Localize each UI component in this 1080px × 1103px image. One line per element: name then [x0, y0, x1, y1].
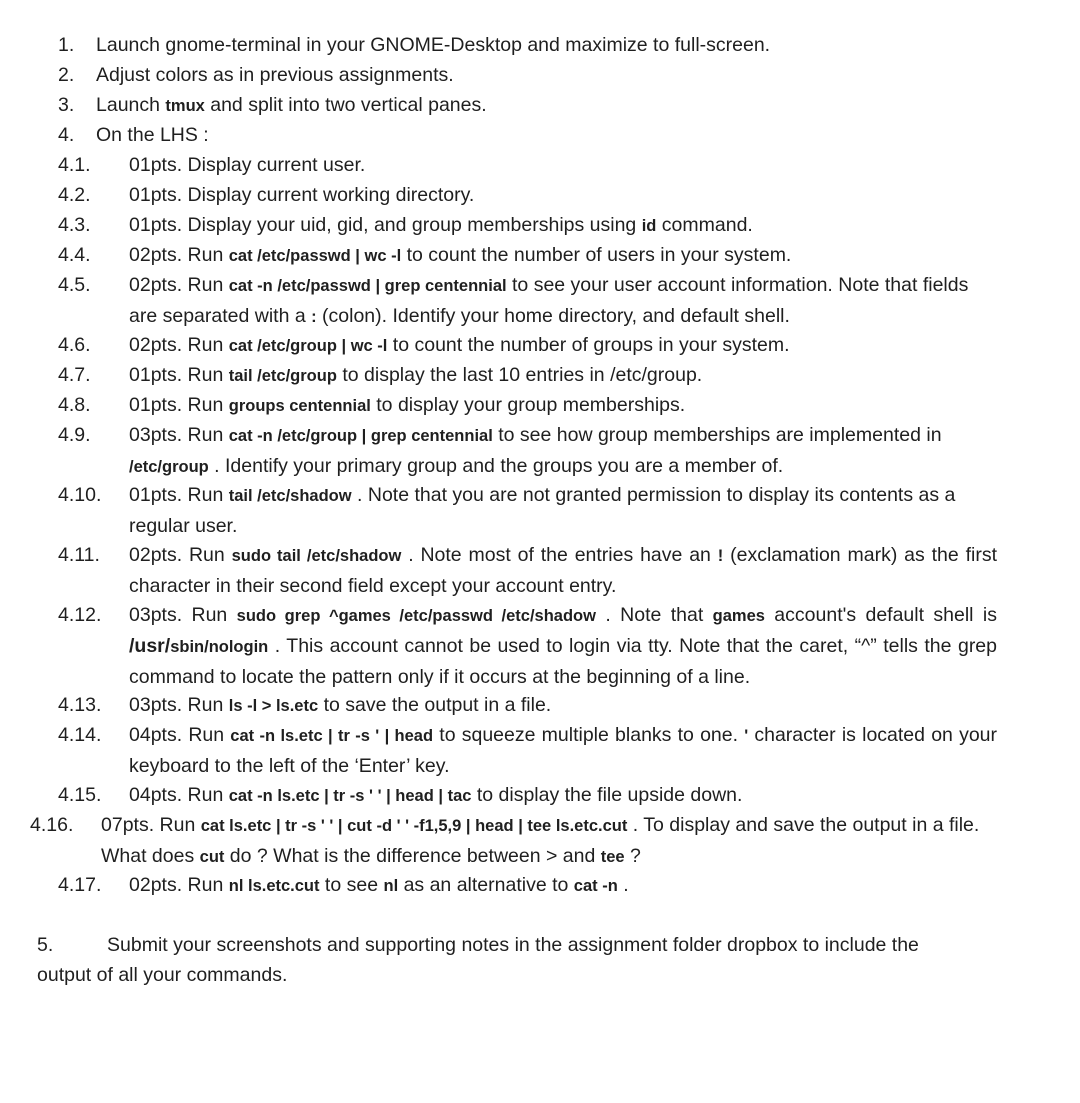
assignment-document [0, 30, 1080, 990]
item-text: Adjust colors as in previous assignments. [96, 64, 454, 86]
item-number: 1. [58, 34, 75, 56]
command-text: tail /etc/group [228, 367, 337, 385]
item-number: 4.10. [58, 484, 102, 506]
item-text: 01pts. Run groups centennial to display your group memberships. [129, 394, 686, 416]
sub-item [0, 420, 1080, 480]
command-text: cat -n /etc/group | grep centennial [228, 427, 493, 445]
item-text: 02pts. Run cat -n /etc/passwd | grep centennial to see your user account information. Note that fields are separated with a : (colon). Identify your home directory, and default shell. [129, 274, 969, 327]
item-number: 4.11. [58, 544, 100, 566]
command-text: nl [383, 877, 399, 895]
sub-item [0, 690, 1080, 720]
command-text: id [641, 217, 657, 235]
item-number: 4.7. [58, 364, 91, 386]
command-text: cat -n [573, 877, 618, 895]
list-item [0, 30, 1080, 60]
item-text: Launch tmux and split into two vertical panes. [96, 94, 487, 116]
sub-item [0, 180, 1080, 210]
command-text: games [712, 607, 765, 625]
item-text: 01pts. Run tail /etc/group to display the last 10 entries in /etc/group. [129, 364, 703, 386]
sub-item [0, 780, 1080, 810]
command-text: cat -n /etc/passwd | grep centennial [228, 277, 507, 295]
item-number: 4.3. [58, 214, 91, 236]
item-text: 02pts. Run cat /etc/group | wc -l to count the number of groups in your system. [129, 334, 790, 356]
item-text: 01pts. Run tail /etc/shadow . Note that you are not granted permission to display its contents as a regular user. [129, 484, 956, 537]
command-text: cat /etc/group | wc -l [228, 337, 388, 355]
item-number: 4.15. [58, 784, 102, 806]
item-text: 03pts. Run ls -l > ls.etc to save the output in a file. [129, 694, 552, 716]
item-number: 4.13. [58, 694, 102, 716]
item-number: 5. [37, 934, 54, 956]
item-number: 4.16. [30, 814, 74, 836]
sub-item [0, 870, 1080, 900]
sub-item [0, 480, 1080, 540]
sub-item [0, 360, 1080, 390]
command-text: tail /etc/shadow [228, 487, 352, 505]
item-text: 02pts. Run cat /etc/passwd | wc -l to count the number of users in your system. [129, 244, 792, 266]
command-text: cat -n ls.etc | tr -s ' | head [230, 727, 434, 745]
list-item [0, 60, 1080, 90]
item-number: 4.14. [58, 724, 102, 746]
item-text: 02pts. Run sudo tail /etc/shadow . Note most of the entries have an ! (exclamation mark) as the first character in their second field except your account entry. [129, 544, 997, 597]
item-text: 02pts. Run nl ls.etc.cut to see nl as an alternative to cat -n . [129, 874, 629, 896]
sub-item [0, 270, 1080, 330]
command-text: cat ls.etc | tr -s ' ' | cut -d ' ' -f1,5,9 | head | tee ls.etc.cut [200, 817, 628, 835]
sub-item [0, 810, 1080, 870]
item-number: 4.2. [58, 184, 91, 206]
sub-item [0, 240, 1080, 270]
item-text: 01pts. Display current user. [129, 154, 366, 176]
sub-item [0, 720, 1080, 780]
item-number: 4.5. [58, 274, 91, 296]
item-text: 03pts. Run sudo grep ^games /etc/passwd /etc/shadow . Note that games account's default shell is /usr/sbin/nologin . This account cannot be used to login via tty. Note that the caret, “^” tells the grep command to locate the pattern only if it occurs at the beginning of a line. [129, 604, 997, 688]
item-number: 4.8. [58, 394, 91, 416]
command-text: cat /etc/passwd | wc -l [228, 247, 402, 265]
command-text: nl ls.etc.cut [228, 877, 320, 895]
command-text: /usr/ [129, 635, 171, 657]
item-text: 04pts. Run cat -n ls.etc | tr -s ' | head to squeeze multiple blanks to one. ' character is located on your keyboard to the left of the ‘Enter’ key. [129, 724, 998, 777]
list-item [0, 90, 1080, 120]
item-text: 01pts. Display current working directory. [129, 184, 475, 206]
sub-item [0, 210, 1080, 240]
command-text: sudo tail /etc/shadow [231, 547, 402, 565]
item-text: 03pts. Run cat -n /etc/group | grep centennial to see how group memberships are implemented in /etc/group . Identify your primary group and the groups you are a member of. [129, 424, 942, 477]
item-number: 3. [58, 94, 75, 116]
spacer [0, 900, 1080, 930]
command-text: ls -l > ls.etc [228, 697, 319, 715]
command-text: ' [744, 727, 749, 745]
sub-item [0, 540, 1080, 600]
item-number: 4.17. [58, 874, 102, 896]
command-text: : [311, 308, 317, 326]
item-text: 01pts. Display your uid, gid, and group memberships using id command. [129, 214, 753, 236]
sub-item [0, 150, 1080, 180]
command-text: groups centennial [228, 397, 371, 415]
command-text: sudo grep ^games /etc/passwd /etc/shadow [236, 607, 596, 625]
command-text: /etc/group [129, 458, 209, 476]
command-text: tee [600, 848, 625, 866]
item-text: On the LHS : [96, 124, 209, 146]
item-number: 4.6. [58, 334, 91, 356]
item-text: Launch gnome-terminal in your GNOME-Desktop and maximize to full-screen. [96, 34, 771, 56]
command-text: cut [199, 848, 225, 866]
command-text: ! [717, 547, 724, 565]
sub-item [0, 330, 1080, 360]
sub-item [0, 390, 1080, 420]
item-text: Submit your screenshots and supporting notes in the assignment folder dropbox to include the output of all your commands. [37, 934, 919, 986]
item-number: 4. [58, 124, 75, 146]
item-number: 4.4. [58, 244, 91, 266]
item-text: 07pts. Run cat ls.etc | tr -s ' ' | cut -d ' ' -f1,5,9 | head | tee ls.etc.cut . To display and save the output in a file. What does cut do ? What is the difference between > and tee ? [101, 814, 980, 867]
item-number: 4.9. [58, 424, 91, 446]
item-text: 04pts. Run cat -n ls.etc | tr -s ' ' | head | tac to display the file upside down. [129, 784, 743, 806]
command-text: sbin/nologin [170, 638, 269, 656]
command-text: cat -n ls.etc | tr -s ' ' | head | tac [228, 787, 472, 805]
final-item [0, 930, 977, 990]
item-number: 4.12. [58, 604, 102, 626]
command-text: tmux [165, 97, 205, 115]
list-item [0, 120, 1080, 150]
item-number: 2. [58, 64, 75, 86]
sub-item [0, 600, 1080, 690]
item-number: 4.1. [58, 154, 91, 176]
